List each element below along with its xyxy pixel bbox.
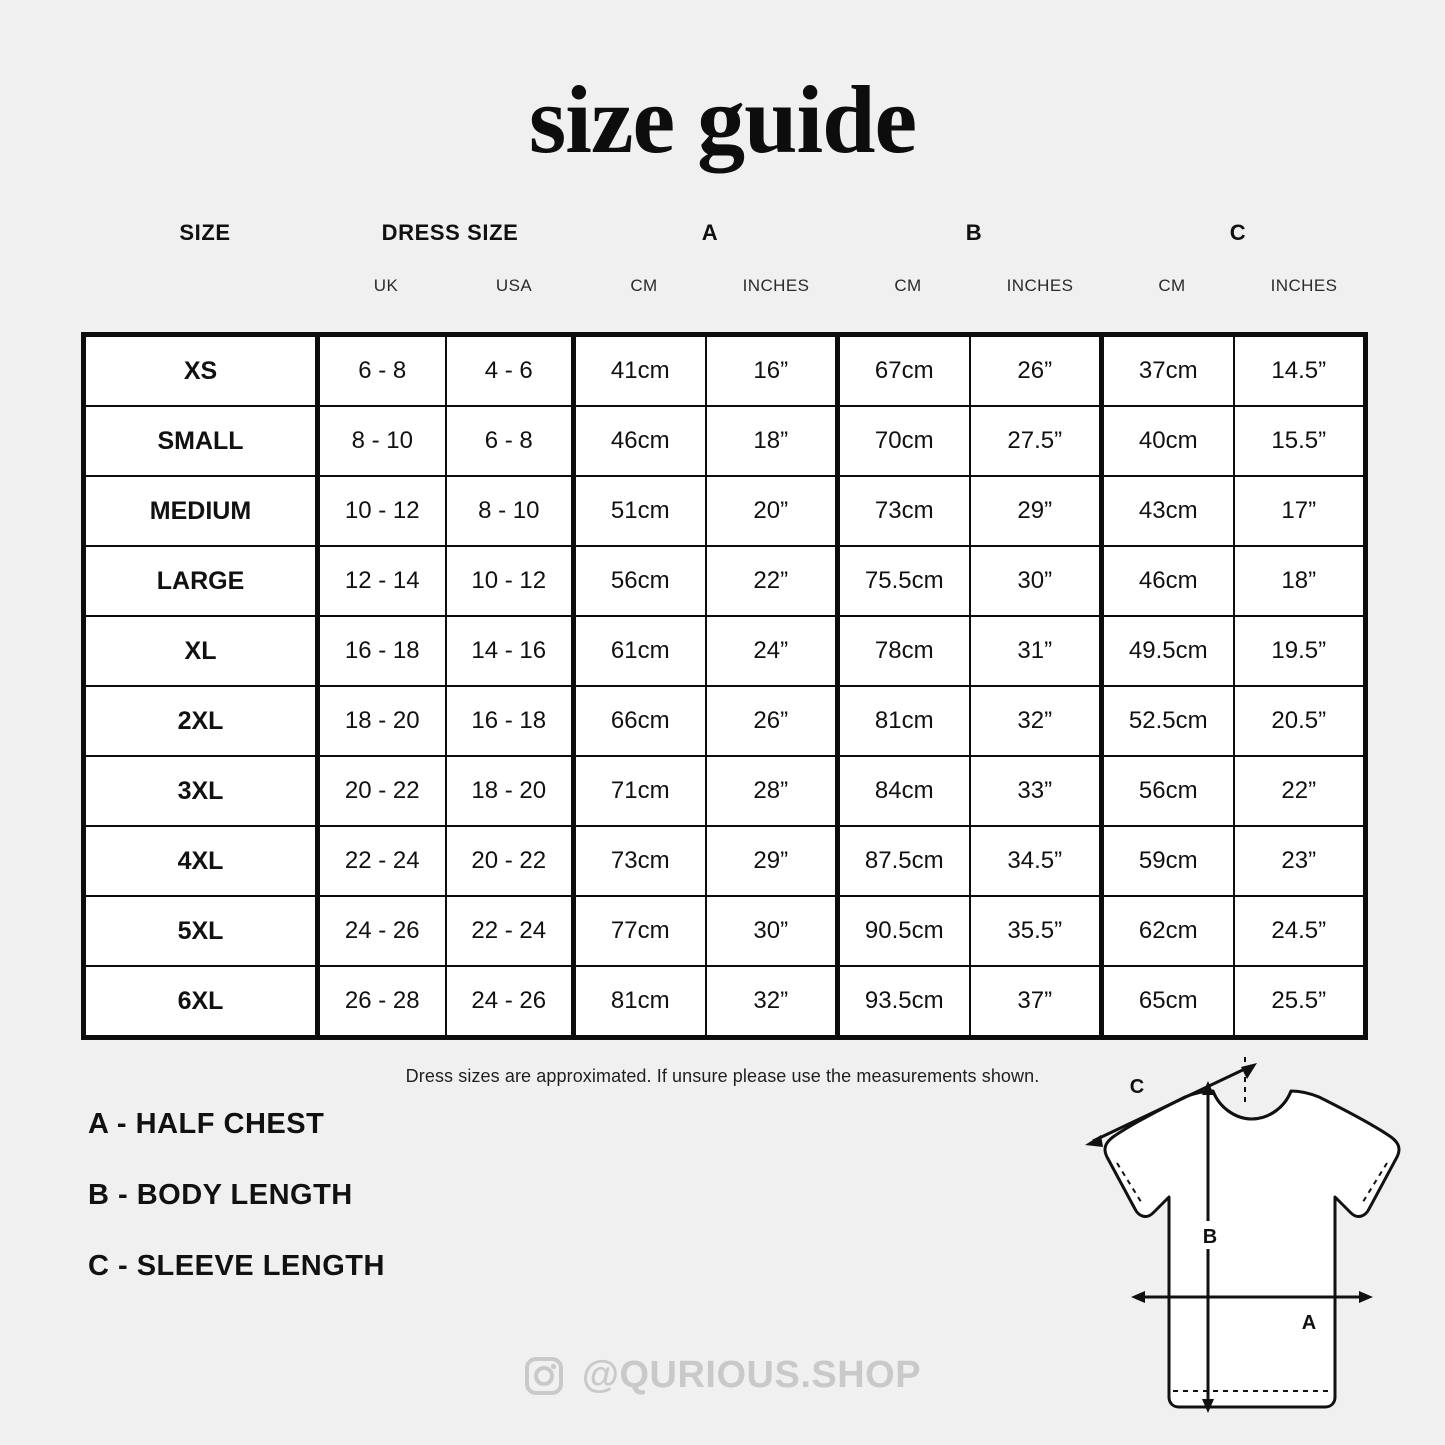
cell-c-cm: 65cm bbox=[1102, 966, 1234, 1038]
cell-a-inches: 29” bbox=[706, 826, 838, 896]
cell-a-inches: 20” bbox=[706, 476, 838, 546]
cell-c-inches: 20.5” bbox=[1234, 686, 1366, 756]
subheader-c-cm: CM bbox=[1158, 276, 1186, 295]
b-label: B bbox=[1202, 1226, 1218, 1248]
cell-c-inches: 22” bbox=[1234, 756, 1366, 826]
cell-usa: 24 - 26 bbox=[446, 966, 574, 1038]
cell-c-cm: 37cm bbox=[1102, 335, 1234, 407]
cell-size: XS bbox=[84, 335, 318, 407]
cell-b-inches: 27.5” bbox=[970, 406, 1102, 476]
cell-c-inches: 14.5” bbox=[1234, 335, 1366, 407]
subheader-c-inches: INCHES bbox=[1270, 276, 1338, 295]
subheader-uk: UK bbox=[373, 276, 399, 295]
page-title: size guide bbox=[528, 66, 917, 173]
cell-b-cm: 90.5cm bbox=[838, 896, 970, 966]
table-row bbox=[84, 616, 1366, 686]
cell-usa: 10 - 12 bbox=[446, 546, 574, 616]
cell-b-cm: 67cm bbox=[838, 335, 970, 407]
cell-a-cm: 66cm bbox=[574, 686, 706, 756]
header-a: A bbox=[701, 220, 719, 245]
cell-a-inches: 30” bbox=[706, 896, 838, 966]
cell-c-inches: 25.5” bbox=[1234, 966, 1366, 1038]
cell-c-inches: 23” bbox=[1234, 826, 1366, 896]
cell-uk: 20 - 22 bbox=[318, 756, 446, 826]
cell-a-cm: 73cm bbox=[574, 826, 706, 896]
cell-c-inches: 24.5” bbox=[1234, 896, 1366, 966]
cell-c-cm: 52.5cm bbox=[1102, 686, 1234, 756]
cell-usa: 16 - 18 bbox=[446, 686, 574, 756]
cell-c-cm: 56cm bbox=[1102, 756, 1234, 826]
cell-size: 4XL bbox=[84, 826, 318, 896]
table-row bbox=[84, 686, 1366, 756]
a-arrow-right bbox=[1359, 1291, 1373, 1303]
header-size: SIZE bbox=[179, 220, 231, 245]
size-table bbox=[81, 332, 1368, 1040]
c-label: C bbox=[1129, 1076, 1145, 1098]
header-b: B bbox=[965, 220, 983, 245]
cell-c-inches: 15.5” bbox=[1234, 406, 1366, 476]
cell-uk: 10 - 12 bbox=[318, 476, 446, 546]
cell-c-cm: 59cm bbox=[1102, 826, 1234, 896]
table-note: Dress sizes are approximated. If unsure please use the measurements shown. bbox=[405, 1066, 1040, 1086]
table-row bbox=[84, 826, 1366, 896]
cell-b-cm: 84cm bbox=[838, 756, 970, 826]
cell-size: MEDIUM bbox=[84, 476, 318, 546]
header-c: C bbox=[1229, 220, 1247, 245]
cell-c-cm: 46cm bbox=[1102, 546, 1234, 616]
cell-b-inches: 33” bbox=[970, 756, 1102, 826]
subheader-a-inches: INCHES bbox=[742, 276, 810, 295]
subheader-usa: USA bbox=[495, 276, 533, 295]
cell-c-cm: 62cm bbox=[1102, 896, 1234, 966]
cell-usa: 22 - 24 bbox=[446, 896, 574, 966]
cell-b-inches: 37” bbox=[970, 966, 1102, 1038]
cell-a-cm: 41cm bbox=[574, 335, 706, 407]
size-table-wrapper bbox=[81, 332, 1364, 1040]
cell-b-cm: 81cm bbox=[838, 686, 970, 756]
cell-uk: 12 - 14 bbox=[318, 546, 446, 616]
cell-a-cm: 46cm bbox=[574, 406, 706, 476]
table-row bbox=[84, 896, 1366, 966]
cell-uk: 6 - 8 bbox=[318, 335, 446, 407]
cell-c-cm: 49.5cm bbox=[1102, 616, 1234, 686]
cell-a-inches: 16” bbox=[706, 335, 838, 407]
table-row bbox=[84, 966, 1366, 1038]
cell-a-cm: 71cm bbox=[574, 756, 706, 826]
cell-a-cm: 56cm bbox=[574, 546, 706, 616]
cell-size: 5XL bbox=[84, 896, 318, 966]
size-table-body bbox=[84, 335, 1366, 1038]
cell-a-inches: 22” bbox=[706, 546, 838, 616]
cell-usa: 6 - 8 bbox=[446, 406, 574, 476]
header-dress-size: DRESS SIZE bbox=[381, 220, 519, 245]
watermark-handle: @QURIOUS.SHOP bbox=[581, 1354, 922, 1396]
cell-b-inches: 34.5” bbox=[970, 826, 1102, 896]
cell-size: LARGE bbox=[84, 546, 318, 616]
table-header-groups bbox=[0, 220, 1445, 332]
cell-c-inches: 19.5” bbox=[1234, 616, 1366, 686]
cell-usa: 8 - 10 bbox=[446, 476, 574, 546]
cell-a-inches: 28” bbox=[706, 756, 838, 826]
table-row bbox=[84, 546, 1366, 616]
legend-item-b: B - BODY LENGTH bbox=[88, 1179, 353, 1211]
table-row bbox=[84, 756, 1366, 826]
cell-size: SMALL bbox=[84, 406, 318, 476]
measurement-legend bbox=[88, 1108, 385, 1321]
cell-b-inches: 29” bbox=[970, 476, 1102, 546]
cell-usa: 20 - 22 bbox=[446, 826, 574, 896]
cell-b-inches: 35.5” bbox=[970, 896, 1102, 966]
watermark bbox=[0, 1354, 1445, 1397]
subheader-a-cm: CM bbox=[630, 276, 658, 295]
cell-b-inches: 32” bbox=[970, 686, 1102, 756]
legend-item-a: A - HALF CHEST bbox=[88, 1108, 325, 1140]
cell-b-cm: 73cm bbox=[838, 476, 970, 546]
subheader-b-inches: INCHES bbox=[1006, 276, 1074, 295]
cell-b-cm: 93.5cm bbox=[838, 966, 970, 1038]
cell-b-cm: 70cm bbox=[838, 406, 970, 476]
cell-a-inches: 18” bbox=[706, 406, 838, 476]
table-row bbox=[84, 406, 1366, 476]
table-row bbox=[84, 335, 1366, 407]
cell-a-inches: 32” bbox=[706, 966, 838, 1038]
cell-uk: 22 - 24 bbox=[318, 826, 446, 896]
subheader-b-cm: CM bbox=[894, 276, 922, 295]
cell-size: 2XL bbox=[84, 686, 318, 756]
cell-usa: 14 - 16 bbox=[446, 616, 574, 686]
cell-usa: 4 - 6 bbox=[446, 335, 574, 407]
cell-a-cm: 81cm bbox=[574, 966, 706, 1038]
a-label: A bbox=[1301, 1312, 1317, 1334]
cell-b-inches: 26” bbox=[970, 335, 1102, 407]
instagram-icon bbox=[524, 1356, 564, 1396]
cell-c-inches: 18” bbox=[1234, 546, 1366, 616]
cell-a-inches: 24” bbox=[706, 616, 838, 686]
cell-c-cm: 43cm bbox=[1102, 476, 1234, 546]
cell-c-inches: 17” bbox=[1234, 476, 1366, 546]
cell-uk: 18 - 20 bbox=[318, 686, 446, 756]
cell-uk: 26 - 28 bbox=[318, 966, 446, 1038]
cell-usa: 18 - 20 bbox=[446, 756, 574, 826]
cell-b-cm: 75.5cm bbox=[838, 546, 970, 616]
cell-a-inches: 26” bbox=[706, 686, 838, 756]
cell-size: XL bbox=[84, 616, 318, 686]
cell-c-cm: 40cm bbox=[1102, 406, 1234, 476]
cell-b-cm: 78cm bbox=[838, 616, 970, 686]
cell-b-inches: 30” bbox=[970, 546, 1102, 616]
legend-item-c: C - SLEEVE LENGTH bbox=[88, 1250, 385, 1282]
a-arrow-left bbox=[1131, 1291, 1145, 1303]
cell-uk: 8 - 10 bbox=[318, 406, 446, 476]
cell-a-cm: 51cm bbox=[574, 476, 706, 546]
cell-b-inches: 31” bbox=[970, 616, 1102, 686]
cell-size: 6XL bbox=[84, 966, 318, 1038]
cell-uk: 16 - 18 bbox=[318, 616, 446, 686]
cell-size: 3XL bbox=[84, 756, 318, 826]
cell-a-cm: 61cm bbox=[574, 616, 706, 686]
c-arrow-start bbox=[1085, 1135, 1103, 1147]
cell-b-cm: 87.5cm bbox=[838, 826, 970, 896]
c-arrow-end bbox=[1241, 1063, 1257, 1079]
cell-uk: 24 - 26 bbox=[318, 896, 446, 966]
table-row bbox=[84, 476, 1366, 546]
cell-a-cm: 77cm bbox=[574, 896, 706, 966]
